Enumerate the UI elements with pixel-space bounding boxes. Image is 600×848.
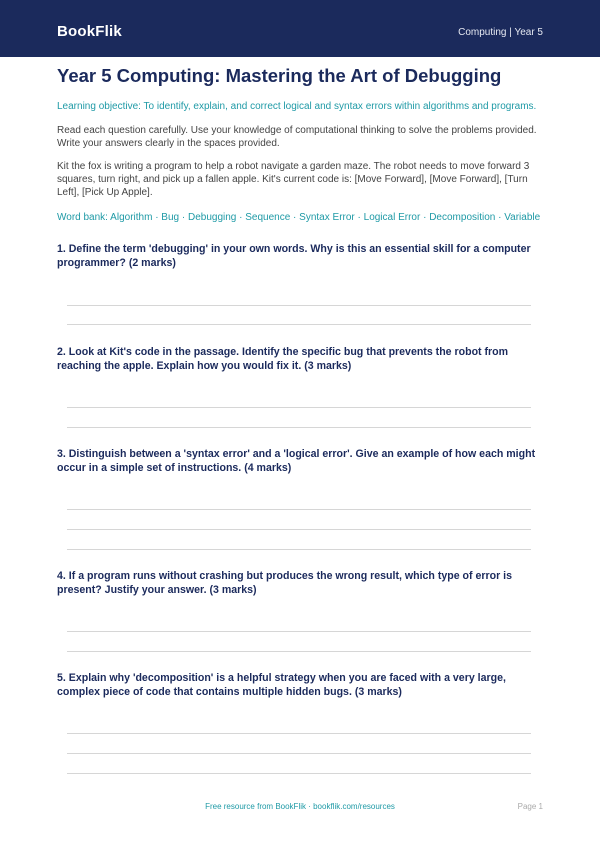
page-number: Page 1 — [517, 802, 543, 811]
question-5: 5. Explain why 'decomposition' is a helpful strategy when you are faced with a very large, complex piece of code that contains multiple hidden bugs. (3 marks) — [57, 672, 506, 698]
question-3: 3. Distinguish between a 'syntax error' and a 'logical error'. Give an example of how each might occur in a simple set of instructions. (4 marks) — [57, 448, 536, 474]
page-header — [0, 0, 600, 57]
question-2: 2. Look at Kit's code in the passage. Identify the specific bug that prevents the robot from reaching the apple. Explain how you would fix it. (3 marks) — [57, 346, 509, 372]
header-subject-year: Computing | Year 5 — [458, 27, 543, 38]
word-bank: Word bank: Algorithm · Bug · Debugging · Sequence · Syntax Error · Logical Error · Decomposition · Variable — [57, 212, 541, 223]
question-4: 4. If a program runs without crashing but produces the wrong result, which type of error is present? Justify your answer. (3 marks) — [57, 570, 512, 596]
instructions-text: Read each question carefully. Use your knowledge of computational thinking to solve the problems provided. Write your answers clearly in the spaces provided. — [57, 125, 537, 149]
answer-line[interactable] — [67, 529, 531, 530]
answer-line[interactable] — [67, 753, 531, 754]
answer-line[interactable] — [67, 305, 531, 306]
brand-logo[interactable]: BookFlik — [57, 23, 122, 40]
answer-line[interactable] — [67, 631, 531, 632]
answer-line[interactable] — [67, 733, 531, 734]
answer-line[interactable] — [67, 324, 531, 325]
answer-line[interactable] — [67, 773, 531, 774]
answer-line[interactable] — [67, 427, 531, 428]
page-title: Year 5 Computing: Mastering the Art of Debugging — [57, 65, 502, 86]
question-1: 1. Define the term 'debugging' in your own words. Why is this an essential skill for a computer programmer? (2 marks) — [57, 243, 531, 269]
footer-resource-link[interactable]: Free resource from BookFlik · bookflik.com/resources — [205, 802, 395, 811]
answer-line[interactable] — [67, 509, 531, 510]
learning-objective: Learning objective: To identify, explain, and correct logical and syntax errors within algorithms and programs. — [57, 101, 537, 112]
answer-line[interactable] — [67, 651, 531, 652]
answer-line[interactable] — [67, 549, 531, 550]
passage-text: Kit the fox is writing a program to help a robot navigate a garden maze. The robot needs to move forward 3 squares, turn right, and pick up a fallen apple. Kit's current code is: [Move Forward], [Move Forward], [Turn Left], [Pick Up Apple]. — [57, 161, 530, 198]
answer-line[interactable] — [67, 407, 531, 408]
